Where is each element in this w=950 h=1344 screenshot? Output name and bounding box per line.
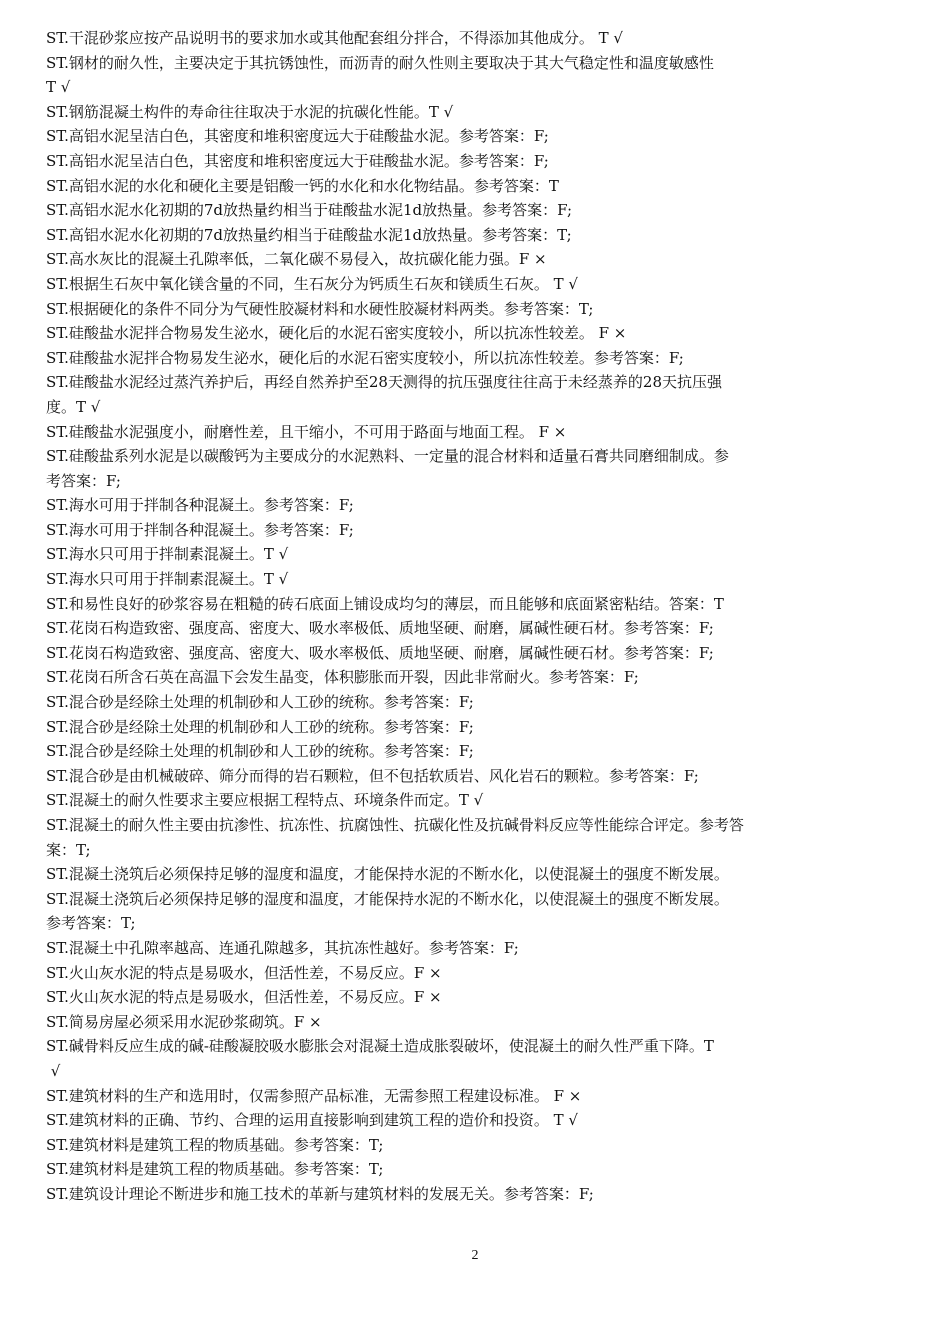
text-line: ST.建筑材料的正确、节约、合理的运用直接影响到建筑工程的造价和投资。 T √ (46, 1111, 578, 1130)
text-line: ST.干混砂浆应按产品说明书的要求加水或其他配套组分拌合，不得添加其他成分。 T √ (46, 29, 623, 47)
page-number: 2 (471, 1248, 479, 1263)
text-line: T √ (46, 78, 71, 97)
text-line: ST.硅酸盐水泥拌合物易发生泌水，硬化后的水泥石密实度较小，所以抗冻性较差。参考答案：F; (46, 348, 684, 367)
text-line: ST.硅酸盐水泥拌合物易发生泌水，硬化后的水泥石密实度较小，所以抗冻性较差。 F × (46, 324, 627, 343)
text-line: ST.硅酸盐系列水泥是以碳酸钙为主要成分的水泥熟料、一定量的混合材料和适量石膏共同磨细制成。参 (46, 447, 729, 466)
text-line: ST.钢筋混凝土构件的寿命往往取决于水泥的抗碳化性能。T √ (46, 102, 454, 121)
text-line: ST.高铝水泥呈洁白色，其密度和堆积密度远大于硅酸盐水泥。参考答案：F; (46, 127, 549, 146)
text-line: 参考答案：T; (46, 914, 136, 933)
text-line: ST.混凝土浇筑后必须保持足够的湿度和温度，才能保持水泥的不断水化，以使混凝土的强度不断发展。 (46, 889, 729, 908)
text-line: √ (46, 1061, 61, 1080)
text-line: ST.和易性良好的砂浆容易在粗糙的砖石底面上铺设成均匀的薄层，而且能够和底面紧密粘结。答案：T (46, 594, 724, 613)
text-line: ST.混凝土浇筑后必须保持足够的湿度和温度，才能保持水泥的不断水化，以使混凝土的强度不断发展。 (46, 865, 729, 884)
text-line: ST.混凝土中孔隙率越高、连通孔隙越多，其抗冻性越好。参考答案：F; (46, 938, 519, 957)
text-line: ST.混合砂是经除土处理的机制砂和人工砂的统称。参考答案：F; (46, 742, 474, 761)
text-line: ST.硅酸盐水泥强度小，耐磨性差，且干缩小，不可用于路面与地面工程。 F × (46, 422, 567, 441)
text-line: ST.根据生石灰中氧化镁含量的不同，生石灰分为钙质生石灰和镁质生石灰。 T √ (46, 274, 578, 293)
text-line: ST.碱骨料反应生成的碱-硅酸凝胶吸水膨胀会对混凝土造成胀裂破坏，使混凝土的耐久性严重下降。T (46, 1037, 714, 1056)
text-line: ST.建筑设计理论不断进步和施工技术的革新与建筑材料的发展无关。参考答案：F; (46, 1184, 594, 1203)
text-line: ST.海水可用于拌制各种混凝土。参考答案：F; (46, 520, 354, 539)
text-line: ST.花岗石构造致密、强度高、密度大、吸水率极低、质地坚硬、耐磨，属碱性硬石材。参考答案：F; (46, 619, 714, 638)
text-line: ST.混合砂是由机械破碎、筛分而得的岩石颗粒，但不包括软质岩、风化岩石的颗粒。参考答案：F; (46, 766, 699, 785)
text-body (46, 26, 908, 1207)
text-line: ST.海水只可用于拌制素混凝土。T √ (46, 570, 289, 589)
text-line: ST.高铝水泥呈洁白色，其密度和堆积密度远大于硅酸盐水泥。参考答案：F; (46, 151, 549, 170)
text-line: ST.高水灰比的混凝土孔隙率低，二氧化碳不易侵入，故抗碳化能力强。F × (46, 250, 547, 269)
text-line: ST.简易房屋必须采用水泥砂浆砌筑。F × (46, 1012, 322, 1031)
text-line: ST.硅酸盐水泥经过蒸汽养护后，再经自然养护至28天测得的抗压强度往往高于未经蒸养的28天抗压强 (46, 373, 723, 392)
text-line: ST.高铝水泥水化初期的7d放热量约相当于硅酸盐水泥1d放热量。参考答案：T; (46, 225, 572, 244)
text-line: ST.花岗石所含石英在高温下会发生晶变，体积膨胀而开裂，因此非常耐火。参考答案：F; (46, 668, 639, 687)
text-line: ST.火山灰水泥的特点是易吸水，但活性差，不易反应。F × (46, 988, 442, 1007)
text-line: ST.高铝水泥的水化和硬化主要是铝酸一钙的水化和水化物结晶。参考答案：T (46, 176, 559, 195)
text-line: ST.建筑材料是建筑工程的物质基础。参考答案：T; (46, 1160, 384, 1179)
text-line: ST.建筑材料的生产和选用时，仅需参照产品标准，无需参照工程建设标准。 F × (46, 1086, 582, 1105)
text-line: ST.花岗石构造致密、强度高、密度大、吸水率极低、质地坚硬、耐磨，属碱性硬石材。参考答案：F; (46, 643, 714, 662)
text-line: ST.混合砂是经除土处理的机制砂和人工砂的统称。参考答案：F; (46, 717, 474, 736)
text-line: ST.火山灰水泥的特点是易吸水，但活性差，不易反应。F × (46, 963, 442, 982)
text-line: 案：T; (46, 840, 91, 859)
text-line: 度。T √ (46, 397, 101, 416)
text-line: ST.混凝土的耐久性要求主要应根据工程特点、环境条件而定。T √ (46, 791, 484, 810)
text-line: ST.高铝水泥水化初期的7d放热量约相当于硅酸盐水泥1d放热量。参考答案：F; (46, 201, 573, 220)
text-line: 考答案：F; (46, 471, 121, 490)
text-line: ST.混凝土的耐久性主要由抗渗性、抗冻性、抗腐蚀性、抗碳化性及抗碱骨料反应等性能综合评定。参考答 (46, 816, 744, 834)
text-line: ST.混合砂是经除土处理的机制砂和人工砂的统称。参考答案：F; (46, 693, 474, 712)
text-line: ST.海水可用于拌制各种混凝土。参考答案：F; (46, 496, 354, 515)
text-line: ST.钢材的耐久性，主要决定于其抗锈蚀性，而沥青的耐久性则主要取决于其大气稳定性和温度敏感性 (46, 53, 714, 72)
text-line: ST.根据硬化的条件不同分为气硬性胶凝材料和水硬性胶凝材料两类。参考答案：T; (46, 299, 594, 318)
text-line: ST.海水只可用于拌制素混凝土。T √ (46, 545, 289, 564)
text-line: ST.建筑材料是建筑工程的物质基础。参考答案：T; (46, 1135, 384, 1154)
